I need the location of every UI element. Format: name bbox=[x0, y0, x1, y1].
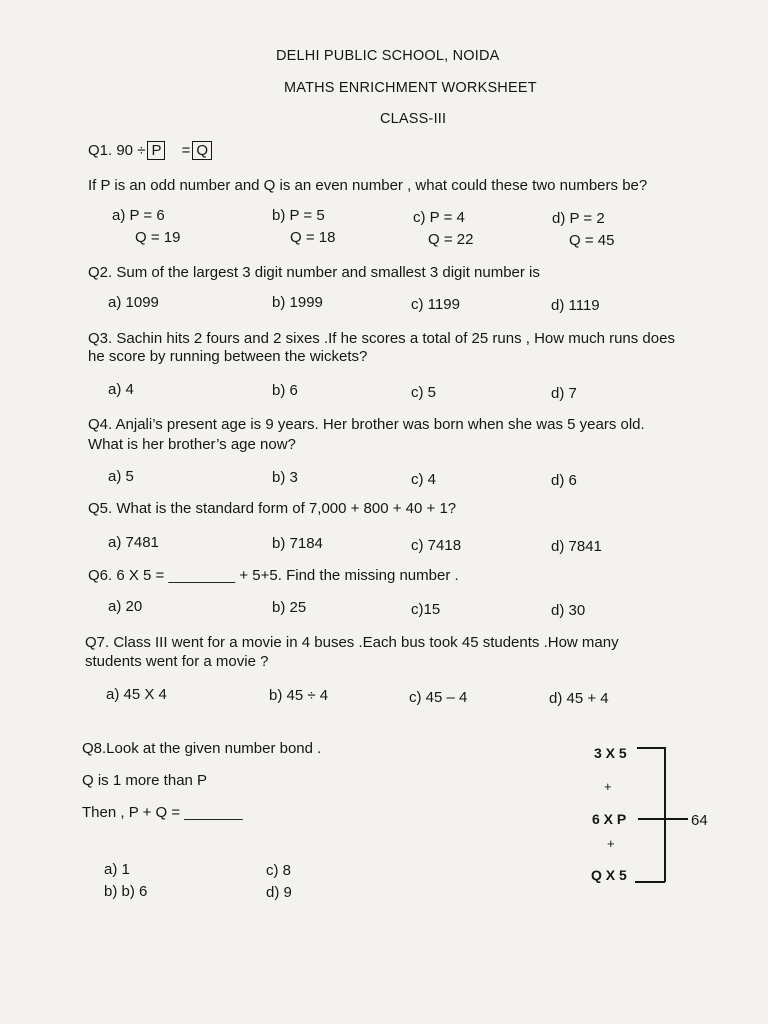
q4-question-line2: What is her brother’s age now? bbox=[88, 436, 296, 453]
bond-total-connector bbox=[638, 818, 688, 820]
q-box: Q bbox=[192, 141, 212, 160]
bond-total: 64 bbox=[691, 812, 708, 829]
q1-option-d-line2: Q = 45 bbox=[569, 232, 615, 249]
q1-equation bbox=[88, 141, 214, 160]
q5-option-b: b) 7184 bbox=[272, 535, 323, 552]
q6-option-a: a) 20 bbox=[108, 598, 143, 615]
q3-question-line2: he score by running between the wickets? bbox=[88, 348, 368, 365]
q7-option-c: c) 45 – 4 bbox=[409, 689, 468, 706]
q1-option-c-line1: c) P = 4 bbox=[413, 209, 465, 226]
q4-option-c: c) 4 bbox=[411, 471, 437, 488]
q2-option-b: b) 1999 bbox=[272, 294, 323, 311]
bond-plus-1: + bbox=[604, 779, 612, 794]
q3-option-c: c) 5 bbox=[411, 384, 437, 401]
q4-option-d: d) 6 bbox=[551, 472, 577, 489]
bond-term-1: 3 X 5 bbox=[594, 745, 627, 761]
bond-term-3: Q X 5 bbox=[591, 867, 627, 883]
q4-question-line1: Q4. Anjali’s present age is 9 years. Her brother was born when she was 5 years old. bbox=[88, 416, 645, 433]
class-label: CLASS-III bbox=[380, 111, 447, 127]
q5-option-a: a) 7481 bbox=[108, 534, 159, 551]
q1-option-b-line2: Q = 18 bbox=[290, 229, 336, 246]
worksheet-title: MATHS ENRICHMENT WORKSHEET bbox=[284, 80, 537, 96]
q1-option-a-line1: a) P = 6 bbox=[112, 207, 165, 224]
bond-bracket-bottom bbox=[635, 881, 665, 883]
q6-option-c: c)15 bbox=[411, 601, 441, 618]
q3-option-b: b) 6 bbox=[272, 382, 298, 399]
q8-option-a: a) 1 bbox=[104, 861, 130, 878]
q1-option-a-line2: Q = 19 bbox=[135, 229, 181, 246]
q8-option-c: c) 8 bbox=[266, 862, 292, 879]
q3-question-line1: Q3. Sachin hits 2 fours and 2 sixes .If he scores a total of 25 runs , How much runs does bbox=[88, 330, 675, 347]
q4-option-a: a) 5 bbox=[108, 468, 134, 485]
q5-question: Q5. What is the standard form of 7,000 + 800 + 40 + 1? bbox=[88, 500, 457, 517]
bond-plus-2: + bbox=[607, 836, 615, 851]
q7-option-a: a) 45 X 4 bbox=[106, 686, 167, 703]
q8-question-line2: Q is 1 more than P bbox=[82, 772, 208, 789]
bond-bracket-top bbox=[637, 747, 665, 749]
bond-term-2: 6 X P bbox=[592, 811, 627, 827]
q6-question: Q6. 6 X 5 = ________ + 5+5. Find the missing number . bbox=[88, 567, 459, 584]
q4-option-b: b) 3 bbox=[272, 469, 298, 486]
q7-question-line1: Q7. Class III went for a movie in 4 buses .Each bus took 45 students .How many bbox=[85, 634, 619, 651]
bond-bracket-right bbox=[664, 747, 666, 882]
q7-option-d: d) 45 + 4 bbox=[549, 690, 609, 707]
q1-option-c-line2: Q = 22 bbox=[428, 231, 474, 248]
q2-question: Q2. Sum of the largest 3 digit number and smallest 3 digit number is bbox=[88, 264, 540, 281]
q7-question-line2: students went for a movie ? bbox=[85, 653, 269, 670]
q2-option-c: c) 1199 bbox=[411, 296, 460, 313]
q6-option-b: b) 25 bbox=[272, 599, 307, 616]
q6-option-d: d) 30 bbox=[551, 602, 586, 619]
q1-question: If P is an odd number and Q is an even number , what could these two numbers be? bbox=[88, 177, 648, 194]
q2-option-d: d) 1119 bbox=[551, 297, 600, 314]
q3-option-a: a) 4 bbox=[108, 381, 134, 398]
q1-equals: = bbox=[181, 142, 191, 159]
q1-option-b-line1: b) P = 5 bbox=[272, 207, 325, 224]
q2-option-a: a) 1099 bbox=[108, 294, 159, 311]
q1-prefix: Q1. 90 ÷ bbox=[88, 142, 146, 159]
q5-option-d: d) 7841 bbox=[551, 538, 602, 555]
q1-option-d-line1: d) P = 2 bbox=[552, 210, 605, 227]
school-name: DELHI PUBLIC SCHOOL, NOIDA bbox=[276, 48, 500, 64]
q8-option-b: b) b) 6 bbox=[104, 883, 148, 900]
q3-option-d: d) 7 bbox=[551, 385, 577, 402]
q7-option-b: b) 45 ÷ 4 bbox=[269, 687, 329, 704]
q8-option-d: d) 9 bbox=[266, 884, 292, 901]
q5-option-c: c) 7418 bbox=[411, 537, 462, 554]
q8-question-line1: Q8.Look at the given number bond . bbox=[82, 740, 322, 757]
q8-question-line3: Then , P + Q = _______ bbox=[82, 804, 243, 821]
p-box: P bbox=[147, 141, 165, 160]
